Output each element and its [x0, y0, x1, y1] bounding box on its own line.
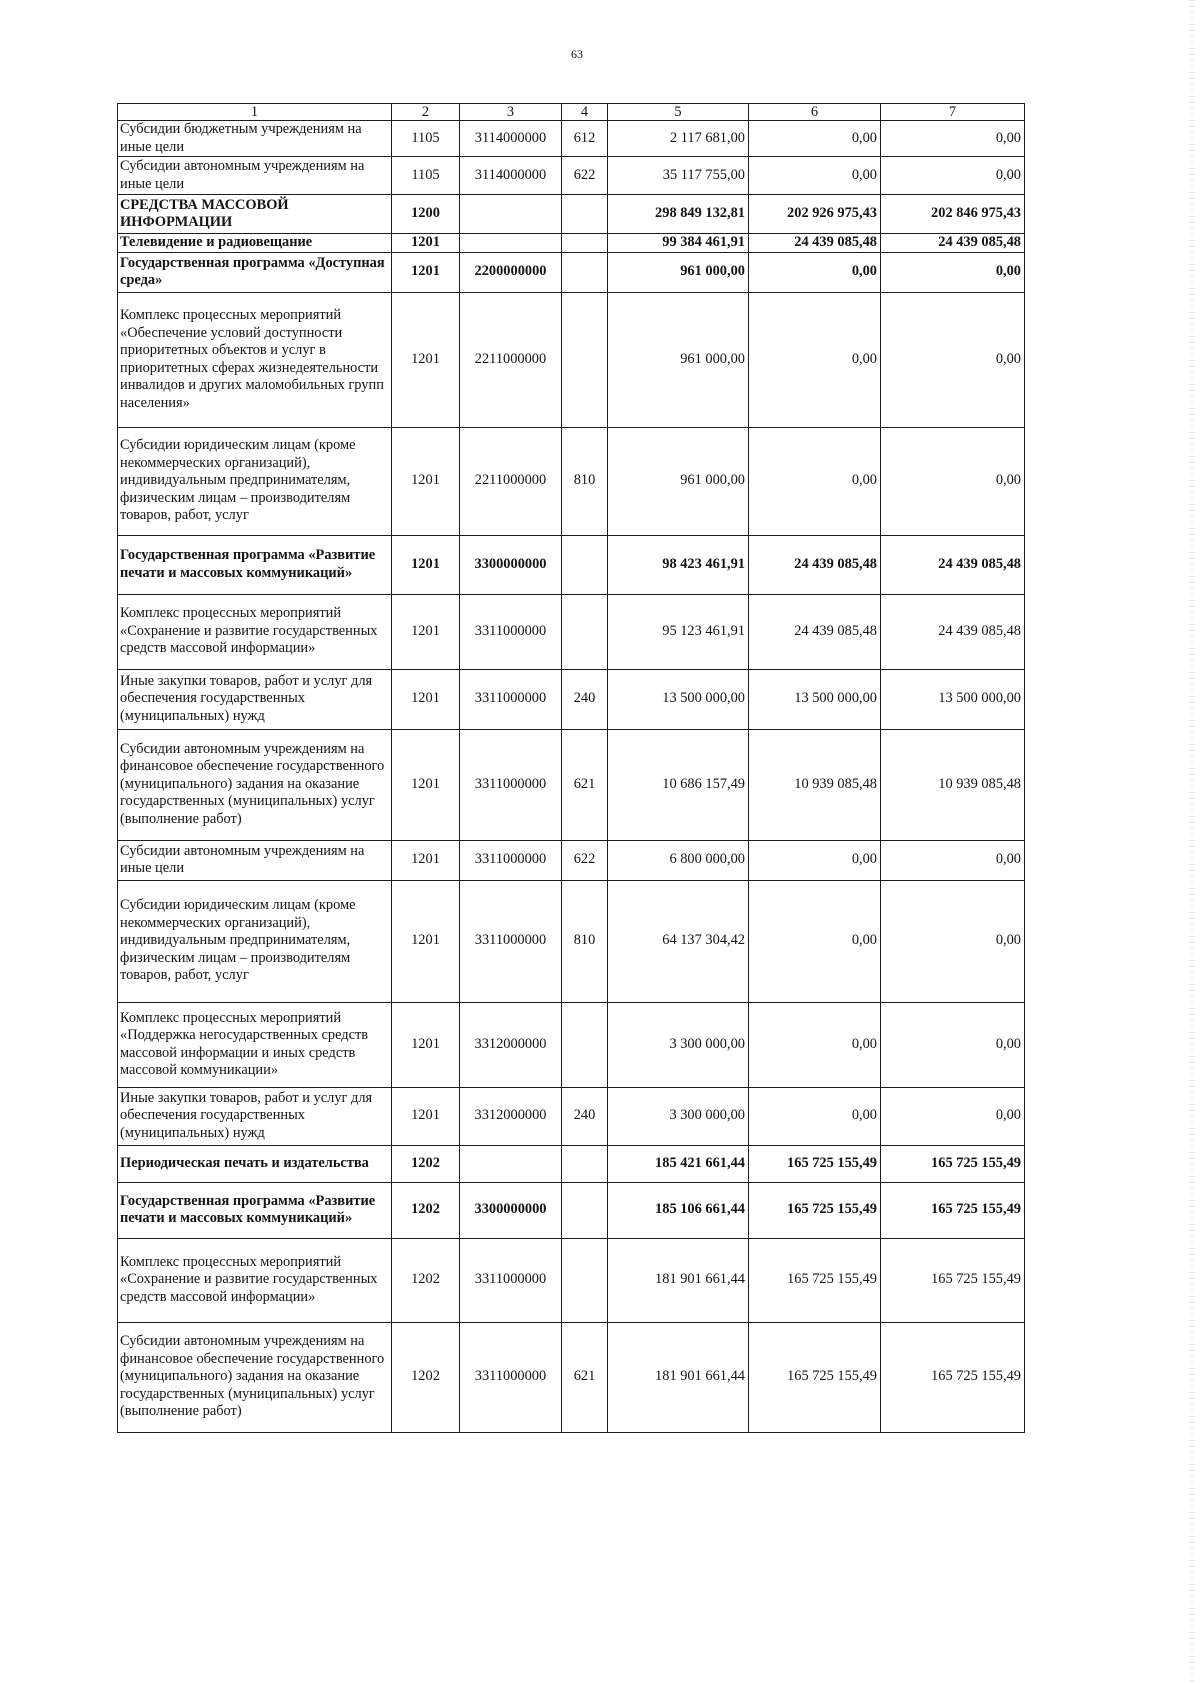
- table-row: [118, 157, 1025, 195]
- amount-col6-cell: 0,00: [749, 840, 881, 880]
- section-code-cell: 1201: [392, 234, 460, 253]
- target-code-cell: 2211000000: [460, 292, 562, 427]
- table-row: [118, 427, 1025, 535]
- amount-col5-cell: 961 000,00: [608, 427, 749, 535]
- table-row: [118, 535, 1025, 594]
- budget-table-body: [118, 121, 1025, 1433]
- amount-col7-cell: 0,00: [881, 427, 1025, 535]
- item-name-cell: Субсидии автономным учреждениям на финансовое обеспечение государственного (муниципального) задания на оказание государственных (муниципальных) услуг (выполнение работ): [118, 1322, 392, 1432]
- amount-col5-cell: 181 901 661,44: [608, 1238, 749, 1322]
- header-row: [118, 104, 1025, 121]
- budget-table-header: [118, 104, 1025, 121]
- item-name-cell: Субсидии автономным учреждениям на иные цели: [118, 840, 392, 880]
- amount-col6-cell: 0,00: [749, 1002, 881, 1087]
- amount-col7-cell: 0,00: [881, 121, 1025, 157]
- header-col-7: 7: [881, 104, 1025, 121]
- expense-type-cell: [562, 252, 608, 292]
- header-col-3: 3: [460, 104, 562, 121]
- target-code-cell: [460, 234, 562, 253]
- table-row: [118, 1087, 1025, 1145]
- section-code-cell: 1201: [392, 840, 460, 880]
- section-code-cell: 1201: [392, 594, 460, 669]
- item-name-cell: Комплекс процессных мероприятий «Сохранение и развитие государственных средств массовой информации»: [118, 594, 392, 669]
- amount-col7-cell: 0,00: [881, 880, 1025, 1002]
- target-code-cell: 3311000000: [460, 669, 562, 729]
- target-code-cell: 3312000000: [460, 1087, 562, 1145]
- expense-type-cell: 621: [562, 1322, 608, 1432]
- item-name-cell: Государственная программа «Развитие печати и массовых коммуникаций»: [118, 535, 392, 594]
- amount-col7-cell: 24 439 085,48: [881, 594, 1025, 669]
- table-row: [118, 292, 1025, 427]
- target-code-cell: 3311000000: [460, 729, 562, 840]
- expense-type-cell: [562, 594, 608, 669]
- amount-col5-cell: 185 106 661,44: [608, 1182, 749, 1238]
- expense-type-cell: 622: [562, 840, 608, 880]
- section-code-cell: 1201: [392, 535, 460, 594]
- table-row: [118, 1182, 1025, 1238]
- table-row: [118, 1002, 1025, 1087]
- section-code-cell: 1105: [392, 157, 460, 195]
- target-code-cell: 3311000000: [460, 880, 562, 1002]
- target-code-cell: [460, 195, 562, 234]
- table-row: [118, 252, 1025, 292]
- item-name-cell: Государственная программа «Доступная среда»: [118, 252, 392, 292]
- section-code-cell: 1200: [392, 195, 460, 234]
- amount-col6-cell: 13 500 000,00: [749, 669, 881, 729]
- amount-col5-cell: 6 800 000,00: [608, 840, 749, 880]
- amount-col5-cell: 98 423 461,91: [608, 535, 749, 594]
- expense-type-cell: [562, 234, 608, 253]
- amount-col5-cell: 185 421 661,44: [608, 1145, 749, 1182]
- amount-col6-cell: 24 439 085,48: [749, 535, 881, 594]
- expense-type-cell: 612: [562, 121, 608, 157]
- target-code-cell: 3114000000: [460, 157, 562, 195]
- expense-type-cell: [562, 1002, 608, 1087]
- section-code-cell: 1201: [392, 880, 460, 1002]
- scan-edge-noise: [1190, 0, 1194, 1686]
- amount-col5-cell: 64 137 304,42: [608, 880, 749, 1002]
- amount-col7-cell: 0,00: [881, 1002, 1025, 1087]
- page-number: 63: [571, 47, 583, 61]
- item-name-cell: Комплекс процессных мероприятий «Сохранение и развитие государственных средств массовой информации»: [118, 1238, 392, 1322]
- amount-col6-cell: 0,00: [749, 252, 881, 292]
- section-code-cell: 1201: [392, 729, 460, 840]
- item-name-cell: Субсидии бюджетным учреждениям на иные цели: [118, 121, 392, 157]
- table-row: [118, 195, 1025, 234]
- amount-col7-cell: 202 846 975,43: [881, 195, 1025, 234]
- item-name-cell: СРЕДСТВА МАССОВОЙ ИНФОРМАЦИИ: [118, 195, 392, 234]
- amount-col5-cell: 3 300 000,00: [608, 1087, 749, 1145]
- section-code-cell: 1201: [392, 669, 460, 729]
- amount-col5-cell: 961 000,00: [608, 252, 749, 292]
- amount-col7-cell: 0,00: [881, 1087, 1025, 1145]
- item-name-cell: Иные закупки товаров, работ и услуг для обеспечения государственных (муниципальных) нужд: [118, 669, 392, 729]
- table-row: [118, 1238, 1025, 1322]
- expense-type-cell: [562, 292, 608, 427]
- section-code-cell: 1201: [392, 292, 460, 427]
- amount-col7-cell: 0,00: [881, 157, 1025, 195]
- section-code-cell: 1202: [392, 1182, 460, 1238]
- expense-type-cell: 240: [562, 1087, 608, 1145]
- header-col-4: 4: [562, 104, 608, 121]
- target-code-cell: 2211000000: [460, 427, 562, 535]
- target-code-cell: 2200000000: [460, 252, 562, 292]
- amount-col5-cell: 95 123 461,91: [608, 594, 749, 669]
- item-name-cell: Субсидии автономным учреждениям на иные цели: [118, 157, 392, 195]
- expense-type-cell: [562, 1238, 608, 1322]
- amount-col5-cell: 35 117 755,00: [608, 157, 749, 195]
- amount-col7-cell: 0,00: [881, 840, 1025, 880]
- amount-col7-cell: 165 725 155,49: [881, 1238, 1025, 1322]
- header-col-2: 2: [392, 104, 460, 121]
- amount-col6-cell: 0,00: [749, 121, 881, 157]
- expense-type-cell: 240: [562, 669, 608, 729]
- section-code-cell: 1201: [392, 252, 460, 292]
- amount-col7-cell: 0,00: [881, 292, 1025, 427]
- amount-col5-cell: 3 300 000,00: [608, 1002, 749, 1087]
- expense-type-cell: 810: [562, 427, 608, 535]
- amount-col6-cell: 0,00: [749, 880, 881, 1002]
- section-code-cell: 1202: [392, 1322, 460, 1432]
- amount-col7-cell: 24 439 085,48: [881, 535, 1025, 594]
- item-name-cell: Субсидии юридическим лицам (кроме некоммерческих организаций), индивидуальным предпринимателям, физическим лицам – производителям товаров, работ, услуг: [118, 427, 392, 535]
- table-row: [118, 669, 1025, 729]
- section-code-cell: 1202: [392, 1145, 460, 1182]
- amount-col6-cell: 165 725 155,49: [749, 1145, 881, 1182]
- expense-type-cell: 622: [562, 157, 608, 195]
- amount-col7-cell: 165 725 155,49: [881, 1322, 1025, 1432]
- item-name-cell: Комплекс процессных мероприятий «Обеспечение условий доступности приоритетных объектов и услуг в приоритетных сферах жизнедеятельности инвалидов и других маломобильных групп населения»: [118, 292, 392, 427]
- amount-col6-cell: 202 926 975,43: [749, 195, 881, 234]
- amount-col6-cell: 10 939 085,48: [749, 729, 881, 840]
- section-code-cell: 1201: [392, 1002, 460, 1087]
- table-row: [118, 1145, 1025, 1182]
- amount-col5-cell: 13 500 000,00: [608, 669, 749, 729]
- item-name-cell: Периодическая печать и издательства: [118, 1145, 392, 1182]
- table-row: [118, 594, 1025, 669]
- table-row: [118, 121, 1025, 157]
- expense-type-cell: [562, 535, 608, 594]
- item-name-cell: Субсидии юридическим лицам (кроме некоммерческих организаций), индивидуальным предпринимателям, физическим лицам – производителям товаров, работ, услуг: [118, 880, 392, 1002]
- expense-type-cell: [562, 1145, 608, 1182]
- target-code-cell: 3311000000: [460, 594, 562, 669]
- expense-type-cell: [562, 195, 608, 234]
- target-code-cell: 3311000000: [460, 1322, 562, 1432]
- amount-col5-cell: 181 901 661,44: [608, 1322, 749, 1432]
- amount-col7-cell: 0,00: [881, 252, 1025, 292]
- target-code-cell: 3300000000: [460, 535, 562, 594]
- table-row: [118, 840, 1025, 880]
- amount-col6-cell: 0,00: [749, 427, 881, 535]
- header-col-6: 6: [749, 104, 881, 121]
- budget-table: [117, 103, 1025, 1433]
- amount-col5-cell: 99 384 461,91: [608, 234, 749, 253]
- amount-col7-cell: 13 500 000,00: [881, 669, 1025, 729]
- expense-type-cell: 810: [562, 880, 608, 1002]
- table-row: [118, 234, 1025, 253]
- section-code-cell: 1202: [392, 1238, 460, 1322]
- section-code-cell: 1201: [392, 1087, 460, 1145]
- amount-col5-cell: 298 849 132,81: [608, 195, 749, 234]
- table-row: [118, 729, 1025, 840]
- amount-col6-cell: 0,00: [749, 157, 881, 195]
- amount-col7-cell: 165 725 155,49: [881, 1182, 1025, 1238]
- header-col-5: 5: [608, 104, 749, 121]
- section-code-cell: 1201: [392, 427, 460, 535]
- amount-col6-cell: 0,00: [749, 1087, 881, 1145]
- target-code-cell: 3300000000: [460, 1182, 562, 1238]
- section-code-cell: 1105: [392, 121, 460, 157]
- amount-col5-cell: 961 000,00: [608, 292, 749, 427]
- header-col-1: 1: [118, 104, 392, 121]
- item-name-cell: Телевидение и радиовещание: [118, 234, 392, 253]
- item-name-cell: Иные закупки товаров, работ и услуг для обеспечения государственных (муниципальных) нужд: [118, 1087, 392, 1145]
- amount-col7-cell: 165 725 155,49: [881, 1145, 1025, 1182]
- table-row: [118, 880, 1025, 1002]
- amount-col6-cell: 165 725 155,49: [749, 1322, 881, 1432]
- target-code-cell: [460, 1145, 562, 1182]
- target-code-cell: 3312000000: [460, 1002, 562, 1087]
- expense-type-cell: 621: [562, 729, 608, 840]
- target-code-cell: 3311000000: [460, 840, 562, 880]
- amount-col6-cell: 24 439 085,48: [749, 594, 881, 669]
- amount-col7-cell: 24 439 085,48: [881, 234, 1025, 253]
- target-code-cell: 3311000000: [460, 1238, 562, 1322]
- target-code-cell: 3114000000: [460, 121, 562, 157]
- amount-col6-cell: 165 725 155,49: [749, 1238, 881, 1322]
- amount-col6-cell: 165 725 155,49: [749, 1182, 881, 1238]
- amount-col5-cell: 2 117 681,00: [608, 121, 749, 157]
- amount-col7-cell: 10 939 085,48: [881, 729, 1025, 840]
- amount-col6-cell: 0,00: [749, 292, 881, 427]
- expense-type-cell: [562, 1182, 608, 1238]
- amount-col6-cell: 24 439 085,48: [749, 234, 881, 253]
- item-name-cell: Государственная программа «Развитие печати и массовых коммуникаций»: [118, 1182, 392, 1238]
- amount-col5-cell: 10 686 157,49: [608, 729, 749, 840]
- item-name-cell: Субсидии автономным учреждениям на финансовое обеспечение государственного (муниципального) задания на оказание государственных (муниципальных) услуг (выполнение работ): [118, 729, 392, 840]
- table-row: [118, 1322, 1025, 1432]
- item-name-cell: Комплекс процессных мероприятий «Поддержка негосударственных средств массовой информации и иных средств массовой коммуникации»: [118, 1002, 392, 1087]
